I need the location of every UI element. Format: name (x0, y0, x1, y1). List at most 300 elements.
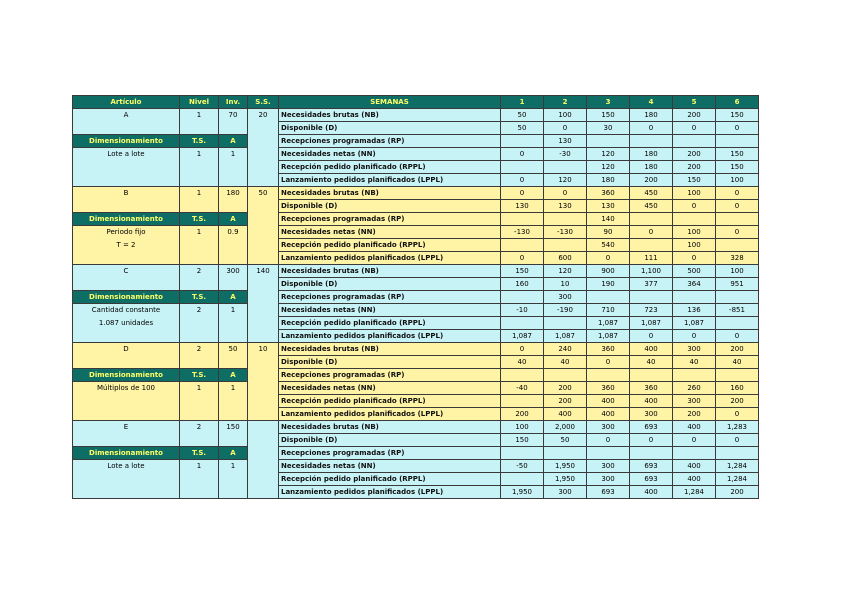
item-b-row-6 (73, 252, 759, 265)
a-spacer (219, 330, 248, 343)
week-4-value: 200 (630, 174, 673, 187)
nivel-spacer (180, 278, 219, 291)
articulo-spacer (73, 356, 180, 369)
nivel-cell: 1 (180, 187, 219, 200)
week-3-value: 400 (587, 395, 630, 408)
concept-label: Necesidades netas (NN) (279, 304, 501, 317)
ts-spacer (180, 473, 219, 486)
articulo-spacer (73, 200, 180, 213)
lot-rule-line-1: Cantidad constante (73, 304, 180, 317)
item-a-row-3 (73, 135, 759, 148)
dim-header-a: A (219, 447, 248, 460)
week-3-value: 360 (587, 187, 630, 200)
week-4-value (630, 135, 673, 148)
week-4-value (630, 291, 673, 304)
ss-spacer (248, 486, 279, 499)
inv-cell: 50 (219, 343, 248, 356)
week-5-value: 260 (673, 382, 716, 395)
concept-label: Recepciones programadas (RP) (279, 291, 501, 304)
week-5-value: 0 (673, 330, 716, 343)
week-5-value (673, 291, 716, 304)
ss-cell: 20 (248, 109, 279, 122)
ss-spacer (248, 330, 279, 343)
week-5-value: 0 (673, 252, 716, 265)
week-1-value: -10 (501, 304, 544, 317)
week-4-value: 400 (630, 395, 673, 408)
week-1-value: 0 (501, 343, 544, 356)
week-3-value: 900 (587, 265, 630, 278)
nivel-cell: 1 (180, 109, 219, 122)
lot-rule-line-1: Lote a lote (73, 460, 180, 473)
concept-label: Recepciones programadas (RP) (279, 135, 501, 148)
week-6-value: 0 (716, 122, 759, 135)
week-2-value: 10 (544, 278, 587, 291)
week-6-value: 0 (716, 408, 759, 421)
week-5-value: 0 (673, 122, 716, 135)
ss-spacer (248, 382, 279, 395)
item-a-row-1 (73, 109, 759, 122)
week-1-value (501, 447, 544, 460)
week-4-value: 1,087 (630, 317, 673, 330)
concept-label: Necesidades netas (NN) (279, 460, 501, 473)
ss-cell (248, 421, 279, 434)
week-1-value: -50 (501, 460, 544, 473)
week-4-value: 0 (630, 434, 673, 447)
week-5-value: 100 (673, 187, 716, 200)
concept-label: Necesidades brutas (NB) (279, 265, 501, 278)
week-5-value: 200 (673, 109, 716, 122)
concept-label: Lanzamiento pedidos planificados (LPPL) (279, 174, 501, 187)
week-5-value (673, 213, 716, 226)
header-col-week-2: 2 (544, 96, 587, 109)
ts-value: 1 (180, 148, 219, 161)
week-4-value (630, 213, 673, 226)
a-spacer (219, 408, 248, 421)
ss-spacer (248, 148, 279, 161)
item-e-row-3 (73, 447, 759, 460)
week-2-value: 130 (544, 200, 587, 213)
week-4-value: 1,100 (630, 265, 673, 278)
ss-spacer (248, 395, 279, 408)
week-4-value: 180 (630, 161, 673, 174)
concept-label: Recepción pedido planificado (RPPL) (279, 239, 501, 252)
item-b-row-2 (73, 200, 759, 213)
a-spacer (219, 239, 248, 252)
week-3-value (587, 291, 630, 304)
week-2-value (544, 213, 587, 226)
item-b-row-5 (73, 239, 759, 252)
week-5-value: 0 (673, 200, 716, 213)
ss-spacer (248, 304, 279, 317)
item-e-row-4 (73, 460, 759, 473)
week-1-value: -40 (501, 382, 544, 395)
inv-spacer (219, 122, 248, 135)
dim-header-ts: T.S. (180, 213, 219, 226)
ss-spacer (248, 356, 279, 369)
item-d-row-4 (73, 382, 759, 395)
week-1-value: 40 (501, 356, 544, 369)
a-value: 1 (219, 382, 248, 395)
ss-spacer (248, 278, 279, 291)
week-3-value: 300 (587, 460, 630, 473)
lot-rule-line-1: Periodo fijo (73, 226, 180, 239)
week-6-value: 150 (716, 109, 759, 122)
week-6-value: 150 (716, 148, 759, 161)
articulo-cell: E (73, 421, 180, 434)
ts-spacer (180, 486, 219, 499)
week-5-value: 200 (673, 148, 716, 161)
concept-label: Recepción pedido planificado (RPPL) (279, 317, 501, 330)
week-3-value: 400 (587, 408, 630, 421)
week-4-value (630, 369, 673, 382)
week-5-value: 150 (673, 174, 716, 187)
a-value: 1 (219, 460, 248, 473)
dim-header-a: A (219, 135, 248, 148)
week-1-value: 150 (501, 434, 544, 447)
dim-header-ts: T.S. (180, 291, 219, 304)
week-3-value: 190 (587, 278, 630, 291)
nivel-cell: 2 (180, 265, 219, 278)
week-1-value: 0 (501, 252, 544, 265)
ts-spacer (180, 252, 219, 265)
week-3-value (587, 135, 630, 148)
week-3-value: 180 (587, 174, 630, 187)
lot-rule-line-2: T = 2 (73, 239, 180, 252)
a-spacer (219, 252, 248, 265)
week-2-value: -30 (544, 148, 587, 161)
ss-spacer (248, 447, 279, 460)
ts-value: 2 (180, 304, 219, 317)
mrp-table (72, 95, 759, 499)
item-a-row-6 (73, 174, 759, 187)
item-b-row-1 (73, 187, 759, 200)
week-2-value (544, 161, 587, 174)
week-6-value (716, 317, 759, 330)
week-1-value (501, 135, 544, 148)
week-4-value: 723 (630, 304, 673, 317)
ss-spacer (248, 252, 279, 265)
a-spacer (219, 174, 248, 187)
ss-cell: 10 (248, 343, 279, 356)
header-col-week-5: 5 (673, 96, 716, 109)
concept-label: Disponible (D) (279, 356, 501, 369)
week-2-value: 200 (544, 395, 587, 408)
week-6-value (716, 239, 759, 252)
concept-label: Recepción pedido planificado (RPPL) (279, 395, 501, 408)
ts-spacer (180, 408, 219, 421)
ss-spacer (248, 135, 279, 148)
concept-label: Disponible (D) (279, 122, 501, 135)
week-1-value (501, 291, 544, 304)
week-5-value: 100 (673, 226, 716, 239)
week-1-value: 150 (501, 265, 544, 278)
concept-label: Recepciones programadas (RP) (279, 213, 501, 226)
dim-header-label: Dimensionamiento (73, 213, 180, 226)
articulo-cell: C (73, 265, 180, 278)
articulo-cell: B (73, 187, 180, 200)
nivel-cell: 2 (180, 343, 219, 356)
week-6-value (716, 291, 759, 304)
week-5-value: 300 (673, 343, 716, 356)
ss-spacer (248, 213, 279, 226)
concept-label: Necesidades brutas (NB) (279, 109, 501, 122)
item-a-row-5 (73, 161, 759, 174)
week-6-value (716, 213, 759, 226)
ss-cell: 50 (248, 187, 279, 200)
header-col-week-1: 1 (501, 96, 544, 109)
ts-spacer (180, 330, 219, 343)
ss-spacer (248, 291, 279, 304)
week-3-value: 0 (587, 252, 630, 265)
week-6-value: 0 (716, 434, 759, 447)
week-6-value (716, 369, 759, 382)
a-spacer (219, 161, 248, 174)
ss-spacer (248, 408, 279, 421)
a-spacer (219, 395, 248, 408)
week-6-value: 100 (716, 174, 759, 187)
header-col-inv: Inv. (219, 96, 248, 109)
week-4-value: 450 (630, 187, 673, 200)
week-5-value: 1,284 (673, 486, 716, 499)
week-6-value: 328 (716, 252, 759, 265)
lot-rule-spacer (73, 161, 180, 174)
concept-label: Disponible (D) (279, 434, 501, 447)
week-3-value: 130 (587, 200, 630, 213)
week-6-value (716, 135, 759, 148)
inv-spacer (219, 356, 248, 369)
inv-cell: 300 (219, 265, 248, 278)
week-6-value: -851 (716, 304, 759, 317)
week-6-value: 150 (716, 161, 759, 174)
week-1-value: 200 (501, 408, 544, 421)
articulo-cell: D (73, 343, 180, 356)
week-4-value: 360 (630, 382, 673, 395)
week-6-value: 200 (716, 395, 759, 408)
week-4-value: 300 (630, 408, 673, 421)
week-4-value: 0 (630, 226, 673, 239)
header-col-week-3: 3 (587, 96, 630, 109)
lot-rule-spacer (73, 330, 180, 343)
lot-rule-spacer (73, 408, 180, 421)
ts-spacer (180, 161, 219, 174)
concept-label: Lanzamiento pedidos planificados (LPPL) (279, 330, 501, 343)
week-4-value: 693 (630, 473, 673, 486)
concept-label: Necesidades brutas (NB) (279, 421, 501, 434)
item-c-row-3 (73, 291, 759, 304)
lot-rule-spacer (73, 473, 180, 486)
item-d-row-1 (73, 343, 759, 356)
a-value: 1 (219, 304, 248, 317)
week-2-value: 120 (544, 174, 587, 187)
dim-header-ts: T.S. (180, 447, 219, 460)
week-5-value: 300 (673, 395, 716, 408)
week-6-value: 100 (716, 265, 759, 278)
week-3-value: 710 (587, 304, 630, 317)
week-5-value: 200 (673, 408, 716, 421)
week-1-value (501, 369, 544, 382)
week-5-value: 40 (673, 356, 716, 369)
inv-spacer (219, 278, 248, 291)
ss-spacer (248, 473, 279, 486)
week-6-value: 1,284 (716, 473, 759, 486)
week-5-value (673, 135, 716, 148)
week-3-value: 300 (587, 421, 630, 434)
week-5-value: 200 (673, 161, 716, 174)
week-1-value: 1,087 (501, 330, 544, 343)
week-6-value (716, 447, 759, 460)
concept-label: Necesidades brutas (NB) (279, 343, 501, 356)
week-4-value (630, 447, 673, 460)
week-2-value: 130 (544, 135, 587, 148)
week-3-value: 90 (587, 226, 630, 239)
ts-spacer (180, 174, 219, 187)
item-e-row-1 (73, 421, 759, 434)
lot-rule-spacer (73, 252, 180, 265)
item-c-row-6 (73, 330, 759, 343)
week-4-value: 111 (630, 252, 673, 265)
week-1-value (501, 473, 544, 486)
concept-label: Lanzamiento pedidos planificados (LPPL) (279, 486, 501, 499)
lot-rule-spacer (73, 174, 180, 187)
a-value: 0.9 (219, 226, 248, 239)
concept-label: Recepción pedido planificado (RPPL) (279, 161, 501, 174)
inv-spacer (219, 434, 248, 447)
week-2-value: 300 (544, 291, 587, 304)
ss-cell: 140 (248, 265, 279, 278)
week-6-value: 200 (716, 486, 759, 499)
week-6-value: 40 (716, 356, 759, 369)
week-6-value: 1,284 (716, 460, 759, 473)
nivel-spacer (180, 434, 219, 447)
week-4-value: 0 (630, 122, 673, 135)
articulo-cell: A (73, 109, 180, 122)
a-spacer (219, 486, 248, 499)
week-3-value: 150 (587, 109, 630, 122)
concept-label: Disponible (D) (279, 200, 501, 213)
week-4-value (630, 239, 673, 252)
inv-cell: 180 (219, 187, 248, 200)
week-2-value (544, 317, 587, 330)
item-d-row-6 (73, 408, 759, 421)
header-col-articulo: Artículo (73, 96, 180, 109)
week-5-value: 0 (673, 434, 716, 447)
week-3-value: 360 (587, 343, 630, 356)
week-3-value: 0 (587, 434, 630, 447)
ss-spacer (248, 226, 279, 239)
header-row (73, 96, 759, 109)
week-5-value: 364 (673, 278, 716, 291)
item-a-row-4 (73, 148, 759, 161)
dim-header-label: Dimensionamiento (73, 447, 180, 460)
week-3-value: 120 (587, 148, 630, 161)
week-1-value: 50 (501, 109, 544, 122)
nivel-spacer (180, 356, 219, 369)
week-2-value: 40 (544, 356, 587, 369)
week-6-value: 0 (716, 330, 759, 343)
week-4-value: 0 (630, 330, 673, 343)
week-6-value: 951 (716, 278, 759, 291)
concept-label: Lanzamiento pedidos planificados (LPPL) (279, 252, 501, 265)
concept-label: Necesidades brutas (NB) (279, 187, 501, 200)
header-col-nivel: Nivel (180, 96, 219, 109)
week-2-value (544, 369, 587, 382)
week-2-value: 240 (544, 343, 587, 356)
ss-spacer (248, 460, 279, 473)
week-6-value: 1,283 (716, 421, 759, 434)
lot-rule-spacer (73, 486, 180, 499)
concept-label: Disponible (D) (279, 278, 501, 291)
week-3-value: 140 (587, 213, 630, 226)
week-2-value: -130 (544, 226, 587, 239)
week-2-value: 100 (544, 109, 587, 122)
week-1-value (501, 239, 544, 252)
week-6-value: 200 (716, 343, 759, 356)
header-col-ss: S.S. (248, 96, 279, 109)
item-d-row-2 (73, 356, 759, 369)
item-d-row-5 (73, 395, 759, 408)
week-1-value: 160 (501, 278, 544, 291)
week-4-value: 400 (630, 343, 673, 356)
week-1-value: 0 (501, 148, 544, 161)
ts-spacer (180, 239, 219, 252)
week-3-value: 540 (587, 239, 630, 252)
item-e-row-6 (73, 486, 759, 499)
concept-label: Necesidades netas (NN) (279, 148, 501, 161)
week-1-value (501, 395, 544, 408)
ts-spacer (180, 395, 219, 408)
dim-header-a: A (219, 291, 248, 304)
week-4-value: 40 (630, 356, 673, 369)
week-1-value: 50 (501, 122, 544, 135)
week-2-value: -190 (544, 304, 587, 317)
header-col-week-6: 6 (716, 96, 759, 109)
dim-header-a: A (219, 369, 248, 382)
week-4-value: 693 (630, 421, 673, 434)
week-5-value: 100 (673, 239, 716, 252)
item-c-row-1 (73, 265, 759, 278)
week-5-value: 400 (673, 473, 716, 486)
week-6-value: 160 (716, 382, 759, 395)
week-2-value: 120 (544, 265, 587, 278)
week-6-value: 0 (716, 187, 759, 200)
week-4-value: 377 (630, 278, 673, 291)
item-c-row-2 (73, 278, 759, 291)
week-3-value: 0 (587, 356, 630, 369)
week-1-value (501, 317, 544, 330)
week-2-value: 0 (544, 187, 587, 200)
item-b-row-4 (73, 226, 759, 239)
week-5-value: 400 (673, 421, 716, 434)
concept-label: Recepciones programadas (RP) (279, 369, 501, 382)
concept-label: Necesidades netas (NN) (279, 226, 501, 239)
item-a-row-2 (73, 122, 759, 135)
ts-value: 1 (180, 382, 219, 395)
header-col-semanas: SEMANAS (279, 96, 501, 109)
ts-value: 1 (180, 460, 219, 473)
item-c-row-5 (73, 317, 759, 330)
week-2-value: 400 (544, 408, 587, 421)
articulo-spacer (73, 278, 180, 291)
week-1-value (501, 213, 544, 226)
week-4-value: 180 (630, 109, 673, 122)
week-2-value: 1,950 (544, 460, 587, 473)
item-b-row-3 (73, 213, 759, 226)
week-5-value: 400 (673, 460, 716, 473)
week-4-value: 400 (630, 486, 673, 499)
a-spacer (219, 473, 248, 486)
a-spacer (219, 317, 248, 330)
week-4-value: 693 (630, 460, 673, 473)
